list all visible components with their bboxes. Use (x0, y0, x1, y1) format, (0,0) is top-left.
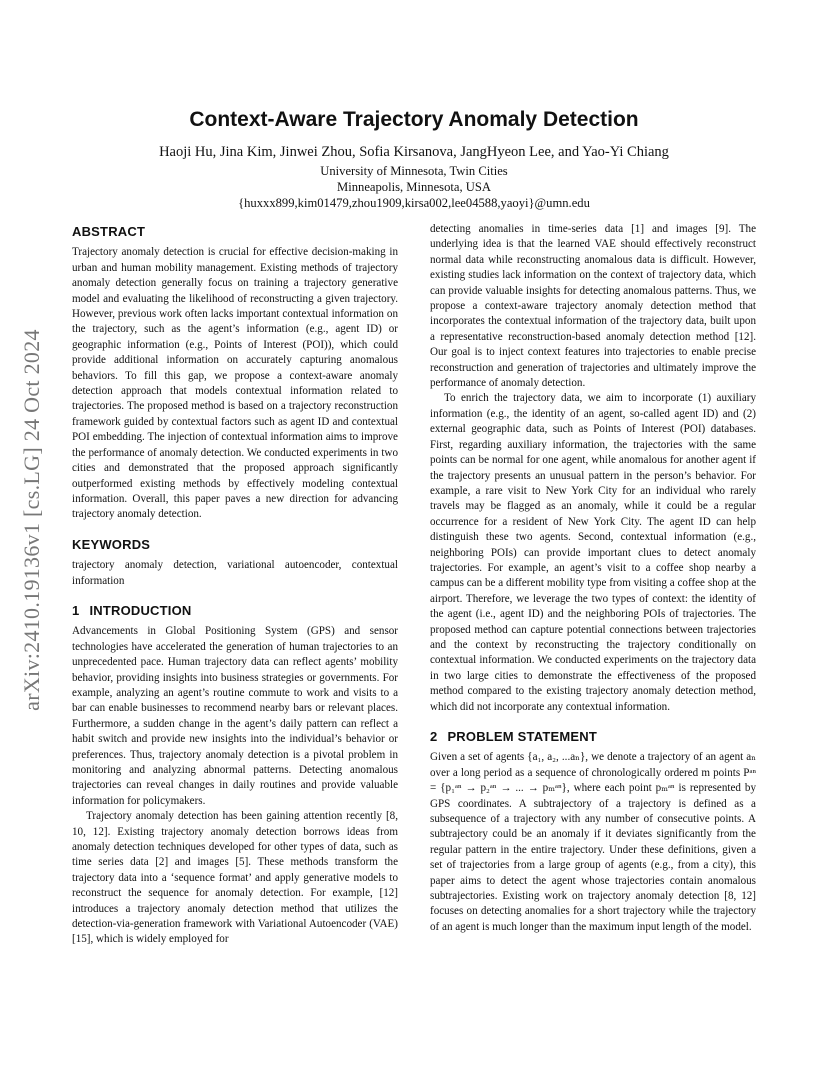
abstract-text: Trajectory anomaly detection is crucial for effective decision-making in urban and human mobility management. Existing methods of trajectory anomaly detection generally focus on training a trajectory generative model and evaluating the likelihood of reconstructing a given trajectory. However, previous work often lacks important contextual information on the trajectory, such as the agent’s information (e.g., agent ID) or geographic information (e.g., Points of Interest (POI)), which could provide additional information on accurately capturing anomalous behaviors. To fill this gap, we propose a context-aware anomaly detection approach that models contextual information related to trajectories. The proposed method is based on a trajectory reconstruction framework guided by contextual factors such as agent ID and contextual POI embedding. The injection of contextual information aims to improve the performance of anomaly detection. We conducted experiments in two cities and demonstrated that the proposed approach significantly outperformed existing methods by effectively modeling contextual information. Overall, this paper paves a new direction for advancing trajectory anomaly detection. (72, 246, 398, 521)
arxiv-sidebar (10, 280, 54, 760)
location: Minneapolis, Minnesota, USA (337, 180, 491, 194)
keywords-heading: KEYWORDS (72, 536, 151, 552)
left-column (72, 222, 398, 948)
affiliation: University of Minnesota, Twin Cities (320, 164, 508, 178)
problem-heading (430, 729, 756, 744)
problem-heading-label: PROBLEM STATEMENT (447, 729, 597, 744)
intro-paragraph-3: detecting anomalies in time-series data [1] and images [9]. The underlying idea is that the learned VAE should effectively reconstruct normal data while reconstructing anomalous data is difficult. However, existing studies lack information on the context of trajectory data, which can provide valuable insights for detecting anomalous patterns. Thus, we propose a context-aware trajectory anomaly detection method that incorporates the contextual information of the trajectory data, built upon a representative reconstruction-based anomaly detection method [12]. Our goal is to inject context features into trajectories to enable precise reconstruction and generation of trajectories and ultimately improve the performance of anomaly detection. (430, 223, 756, 390)
keywords-text: trajectory anomaly detection, variational autoencoder, contextual information (72, 559, 398, 587)
intro-paragraph-2: Trajectory anomaly detection has been gaining attention recently [8, 10, 12]. Existing trajectory anomaly detection borrows ideas from anomaly detection techniques developed for other types of data, such as time series data [2] and images [5]. These methods transform the trajectory data into a ‘sequence format’ and apply generative models to reconstruct the sequence for anomaly detection. For example, [12] introduces a trajectory anomaly detection method that utilizes the detection-via-generation framework with Variational Autoencoder (VAE) [15], which is widely employed for (72, 810, 398, 946)
paper-header (72, 108, 756, 211)
intro-section-number: 1 (72, 602, 80, 618)
intro-paragraph-1: Advancements in Global Positioning System (GPS) and sensor technologies have accelerated the generation of human trajectories to an unprecedented pace. Human trajectory data can reflect agents’ mobility behavior, providing insights into business strategies or governments. For example, analyzing an agent’s routine commute to work and visits to a bar can enable businesses to recommend nearby bars or relevant places. Furthermore, a sudden change in the agent’s daily pattern can reflect a habit switch and provide new insights into the individual’s behavior or preferences. Thus, trajectory anomaly detection is a pivotal problem in monitoring and analyzing abnormal patterns. Detecting anomalous trajectories can reveal changes in daily routines and provide valuable information for policymakers. (72, 625, 398, 807)
paper-title: Context-Aware Trajectory Anomaly Detection (189, 108, 639, 131)
problem-section-number: 2 (430, 729, 438, 744)
intro-paragraph-4: To enrich the trajectory data, we aim to incorporate (1) auxiliary information (e.g., the identity of an agent, so-called agent ID) and (2) external geographic data, such as Points of Interest (POI) databases. First, regarding auxiliary information, the trajectories with the same points can be normal for one agent, while anomalous for another agent if the trajectory presents an unusual pattern in the person’s behavior. For example, a rare visit to New York City for an individual who rarely travels may be flagged as an anomaly, while it could be a regular occurrence for a resident of New York City. The agent ID can help distinguish these two agents. Second, contextual information (e.g., neighboring POIs) can provide important clues to detect anomaly trajectories. For example, an agent’s visit to a coffee shop nearby a campus can be a different mobility type from visiting a coffee shop at the airport. Therefore, we leverage the two types of context: the identity of the agent (i.e., agent ID) and the neighboring POIs of trajectories. The proposed method can capture potential connections between trajectories and the context by reconstructing the trajectory conditionally on contextual information. We conducted experiments on the trajectory data in two large cities to demonstrate the effectiveness of the proposed method compared to the existing trajectory anomaly detection method, which did not incorporate any contextual information. (430, 392, 756, 713)
intro-heading (72, 603, 398, 618)
problem-text: Given a set of agents {a₁, a₂, ...aₙ}, we denote a trajectory of an agent aₙ over a long period as a sequence of chronologically ordered m points Pᵃⁿ = {p₁ᵃⁿ → p₂ᵃⁿ → ... → pₘᵃⁿ}, where each point pₘᵃⁿ is represented by GPS coordinates. A subtrajectory of a trajectory is defined as a subsequence of a trajectory with any number of consecutive points. A subtrajectory could be an anomaly if it deviates significantly from the regular pattern in the entire trajectory. Under these definitions, given a set of trajectories from a large group of agents (e.g., from a city), this paper aims to detect the agent whose trajectories contain anomalous subtrajectories. Existing work on trajectory anomaly detection [8, 12] focuses on detecting anomalies for a short trajectory while the trajectory of an agent is much longer than the maximum input length of the model. (430, 751, 756, 933)
abstract-heading: ABSTRACT (72, 224, 146, 239)
right-column (430, 222, 756, 935)
author-list: Haoji Hu, Jina Kim, Jinwei Zhou, Sofia Kirsanova, JangHyeon Lee, and Yao-Yi Chiang (159, 144, 669, 160)
intro-heading-label: INTRODUCTION (89, 602, 192, 618)
emails: {huxxx899,kim01479,zhou1909,kirsa002,lee04588,yaoyi}@umn.edu (238, 196, 590, 210)
arxiv-identifier: arXiv:2410.19136v1 [cs.LG] 24 Oct 2024 (19, 329, 44, 711)
